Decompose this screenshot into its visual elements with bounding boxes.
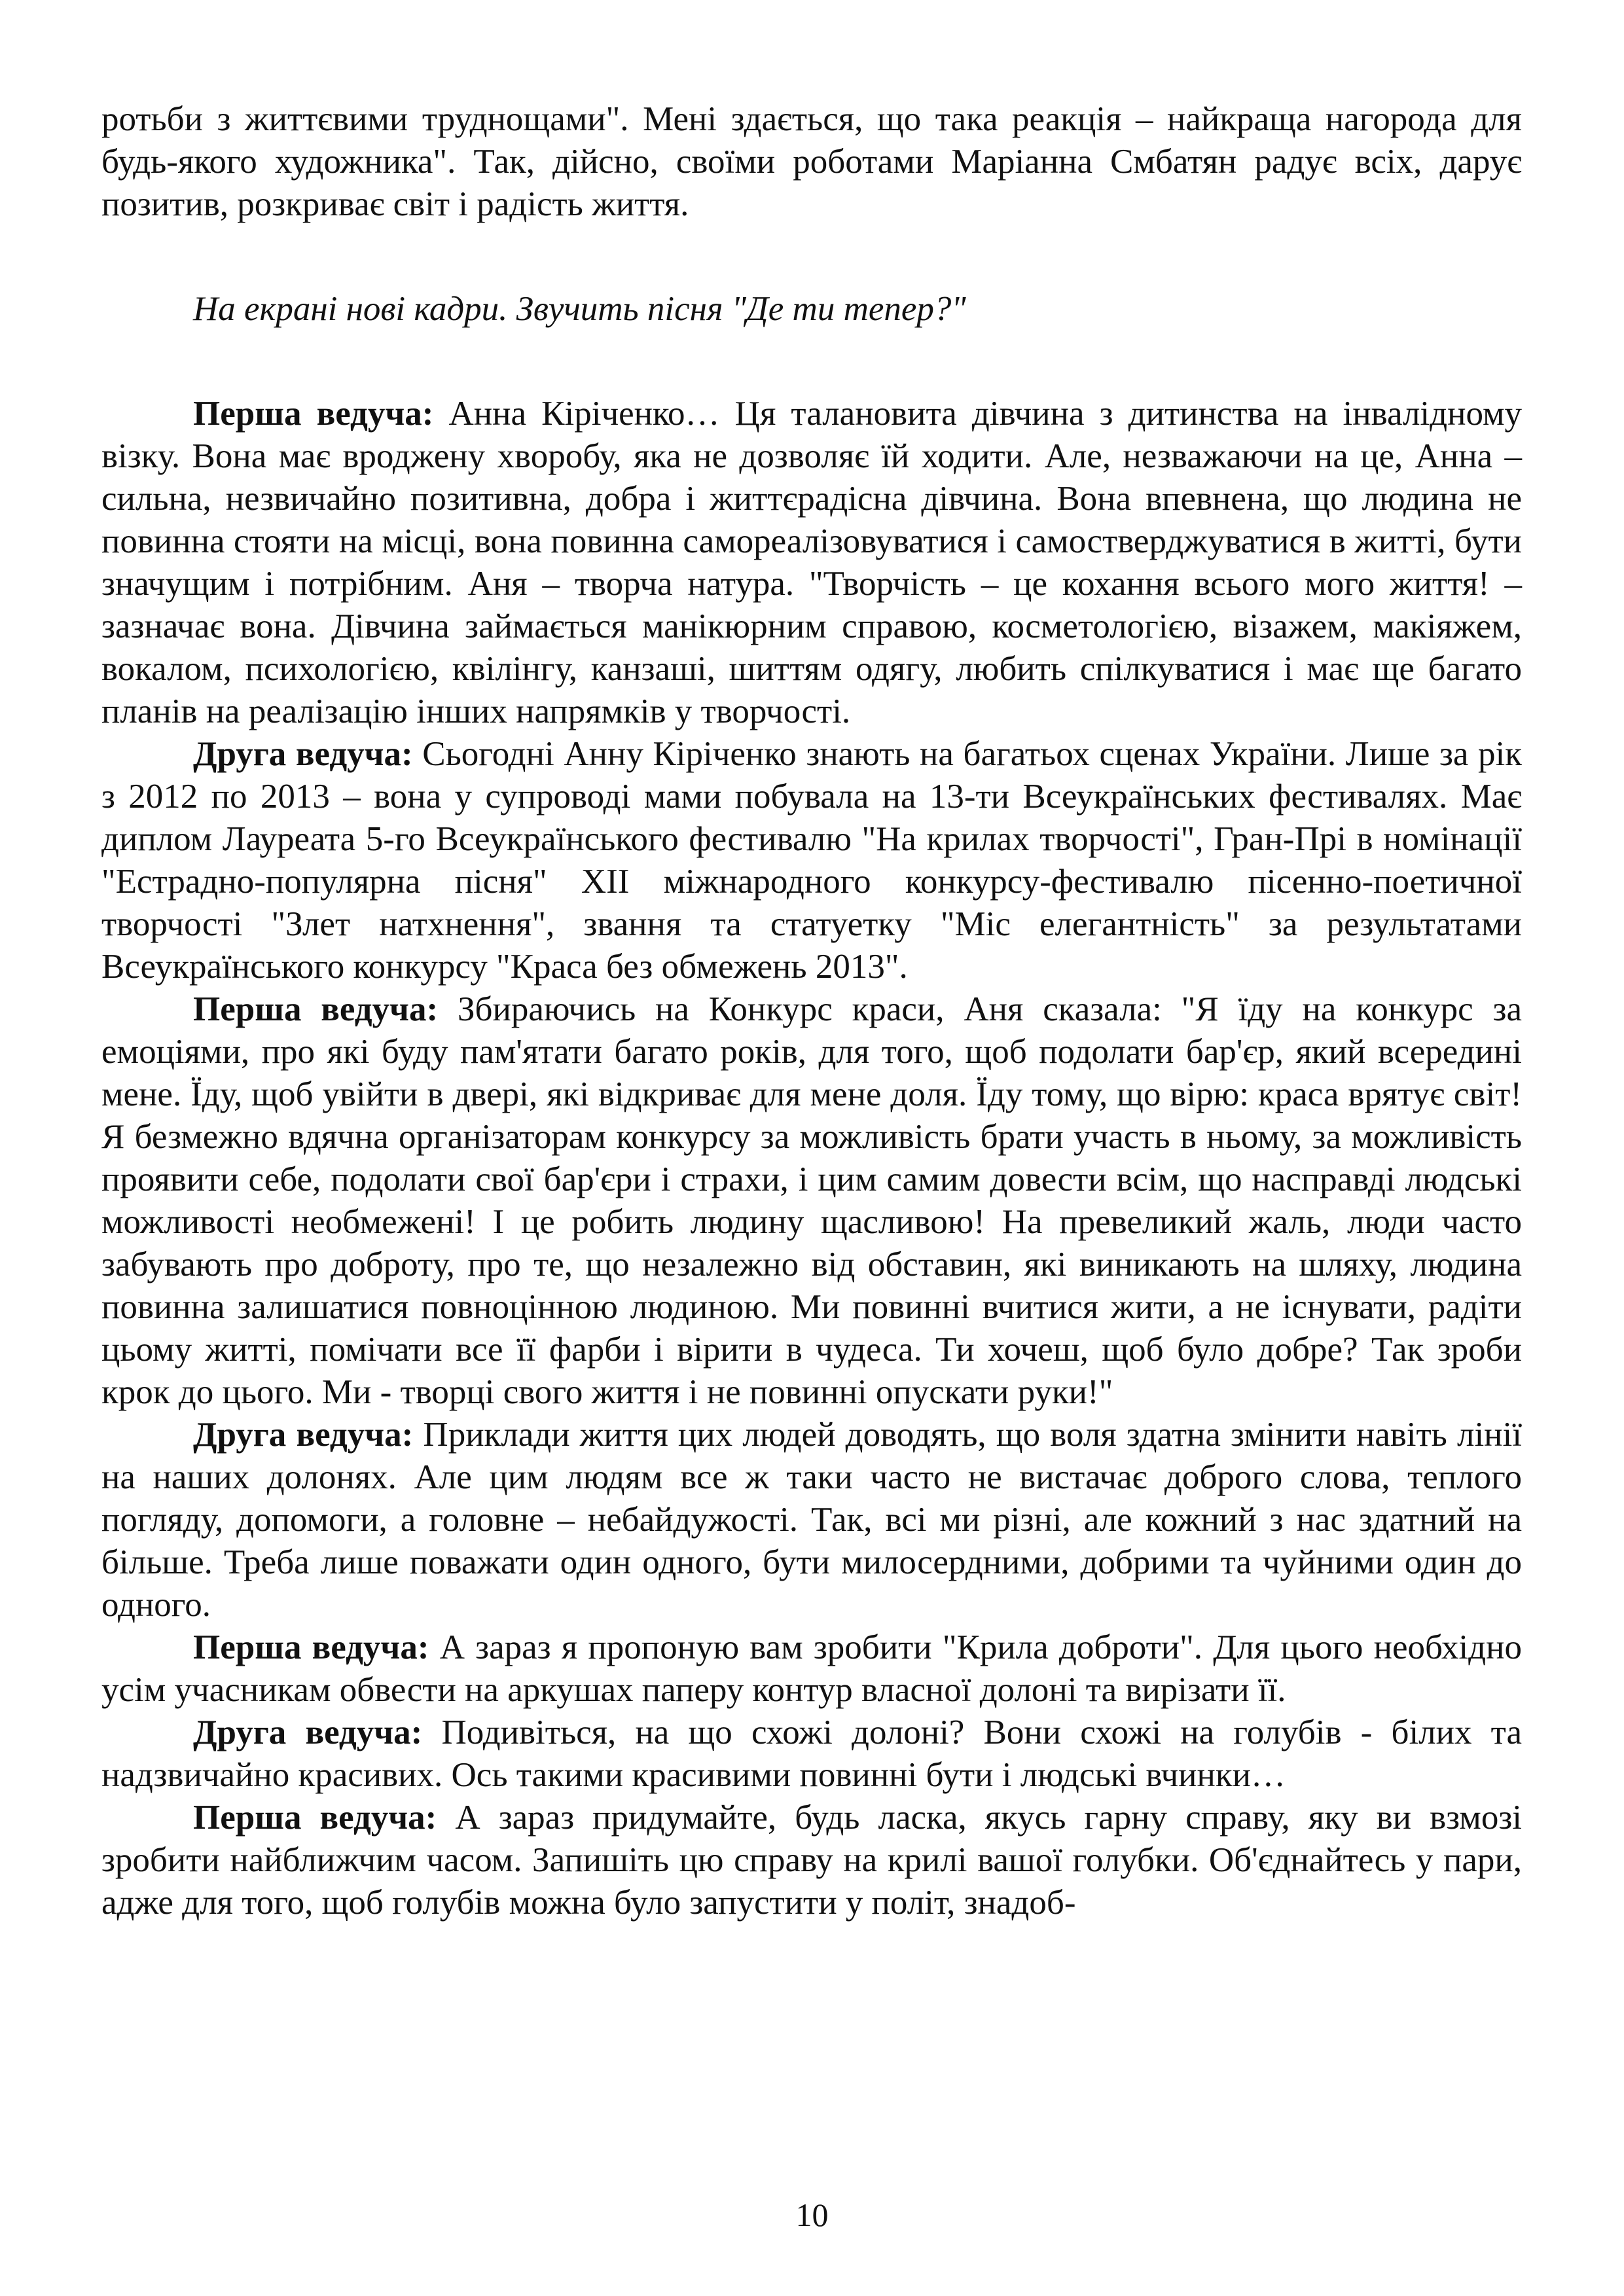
paragraph-text: Анна Кіріченко… Ця талановита дівчина з дитинства на інвалідному візку. Вона має вроджену хворобу, яка не дозволяє їй ходити. Але, незважаючи на це, Анна – сильна, незвичайно позитивна, добра і життєрадісна дівчина. Вона впевнена, що людина не повинна стояти на місці, вона повинна самореалізовуватися і самостверджуватися в житті, бути значущим і потрібним. Аня – творча натура. "Творчість – це кохання всього мого життя! – зазначає вона. Дівчина займається манікюрним справою, косметологією, візажем, макіяжем, вокалом, психологією, квілінгу, канзаші, шиттям одягу, любить спілкуватися і має ще багато планів на реалізацію інших напрямків у творчості. bbox=[101, 395, 1522, 730]
paragraph-text: А зараз придумайте, будь ласка, якусь гарну справу, яку ви взмозі зробити найближчим часом. Запишіть цю справу на крилі вашої голубки. Об'єднайтесь у пари, адже для того, щоб голубів можна було запустити у політ, знадоб- bbox=[101, 1799, 1522, 1922]
speaker-label: Друга ведуча: bbox=[193, 1713, 423, 1751]
paragraph-text: Сьогодні Анну Кіріченко знають на багатьох сценах України. Лише за рік з 2012 по 2013 – вона у супроводі мами побувала на 13-ти Всеукраїнських фестивалях. Має диплом Лауреата 5-го Всеукраїнського фестивалю "На крилах творчості", Гран-Прі в номінації "Естрадно-популярна пісня" XII міжнародного конкурсу-фестивалю пісенно-поетичної творчості "Злет натхнення", звання та статуетку "Міс елегантність" за результатами Всеукраїнського конкурсу "Краса без обмежень 2013". bbox=[101, 735, 1522, 986]
paragraph-text: Приклади життя цих людей доводять, що воля здатна змінити навіть лінії на наших долонях. Але цим людям все ж таки часто не вистачає доброго слова, теплого погляду, допомоги, а головне – небайдужості. Так, всі ми різні, але кожний з нас здатний на більше. Треба лише поважати один одного, бути милосердними, добрими та чуйними один до одного. bbox=[101, 1416, 1522, 1624]
speaker-label: Перша ведуча: bbox=[193, 1628, 429, 1666]
dialogue-paragraph bbox=[101, 1797, 1522, 1924]
dialogue-paragraph bbox=[101, 988, 1522, 1414]
document-page bbox=[101, 98, 1522, 1924]
paragraph-intro-continuation bbox=[101, 98, 1522, 226]
paragraph-text: Подивіться, на що схожі долоні? Вони схожі на голубів - білих та надзвичайно красивих. Ось такими красивими повинні бути і людські вчинки… bbox=[101, 1713, 1522, 1794]
dialogue-paragraph bbox=[101, 393, 1522, 733]
speaker-label: Перша ведуча: bbox=[193, 1799, 437, 1837]
speaker-label: Друга ведуча: bbox=[193, 1416, 414, 1454]
speaker-label: Друга ведуча: bbox=[193, 735, 413, 773]
paragraph-text: А зараз я пропоную вам зробити "Крила доброти". Для цього необхідно усім учасникам обвести на аркушах паперу контур власної долоні та вирізати її. bbox=[101, 1628, 1522, 1709]
dialogue-paragraph bbox=[101, 1414, 1522, 1626]
paragraph-text: Збираючись на Конкурс краси, Аня сказала: "Я їду на конкурс за емоціями, про які буду пам'ятати багато років, для того, щоб подолати бар'єр, який всередині мене. Їду, щоб увійти в двері, які відкриває для мене доля. Їду тому, що вірю: краса врятує світ! Я безмежно вдячна організаторам конкурсу за можливість брати участь в ньому, за можливість проявити себе, подолати свої бар'єри і страхи, і цим самим довести всім, що насправді людські можливості необмежені! І це робить людину щасливою! На превеликий жаль, люди часто забувають про доброту, про те, що незалежно від обставин, які виникають на шляху, людина повинна залишатися повноцінною людиною. Ми повинні вчитися жити, а не існувати, радіти цьому житті, помічати все її фарби і вірити в чудеса. Ти хочеш, щоб було добре? Так зроби крок до цього. Ми - творці свого життя і не повинні опускати руки!" bbox=[101, 990, 1522, 1411]
dialogue-paragraph bbox=[101, 1712, 1522, 1797]
speaker-label: Перша ведуча: bbox=[193, 395, 434, 433]
speaker-label: Перша ведуча: bbox=[193, 990, 439, 1028]
page-number: 10 bbox=[795, 2197, 829, 2233]
dialogue-paragraph bbox=[101, 1626, 1522, 1712]
stage-direction-text: На екрані нові кадри. Звучить пісня "Де ти тепер?" bbox=[193, 290, 966, 328]
stage-direction bbox=[101, 288, 1522, 331]
dialogue-paragraph bbox=[101, 733, 1522, 988]
paragraph-text: ротьби з життєвими труднощами". Мені здається, що така реакція – найкраща нагорода для будь-якого художника". Так, дійсно, своїми роботами Маріанна Смбатян радує всіх, дарує позитив, розкриває світ і радість життя. bbox=[101, 100, 1522, 223]
